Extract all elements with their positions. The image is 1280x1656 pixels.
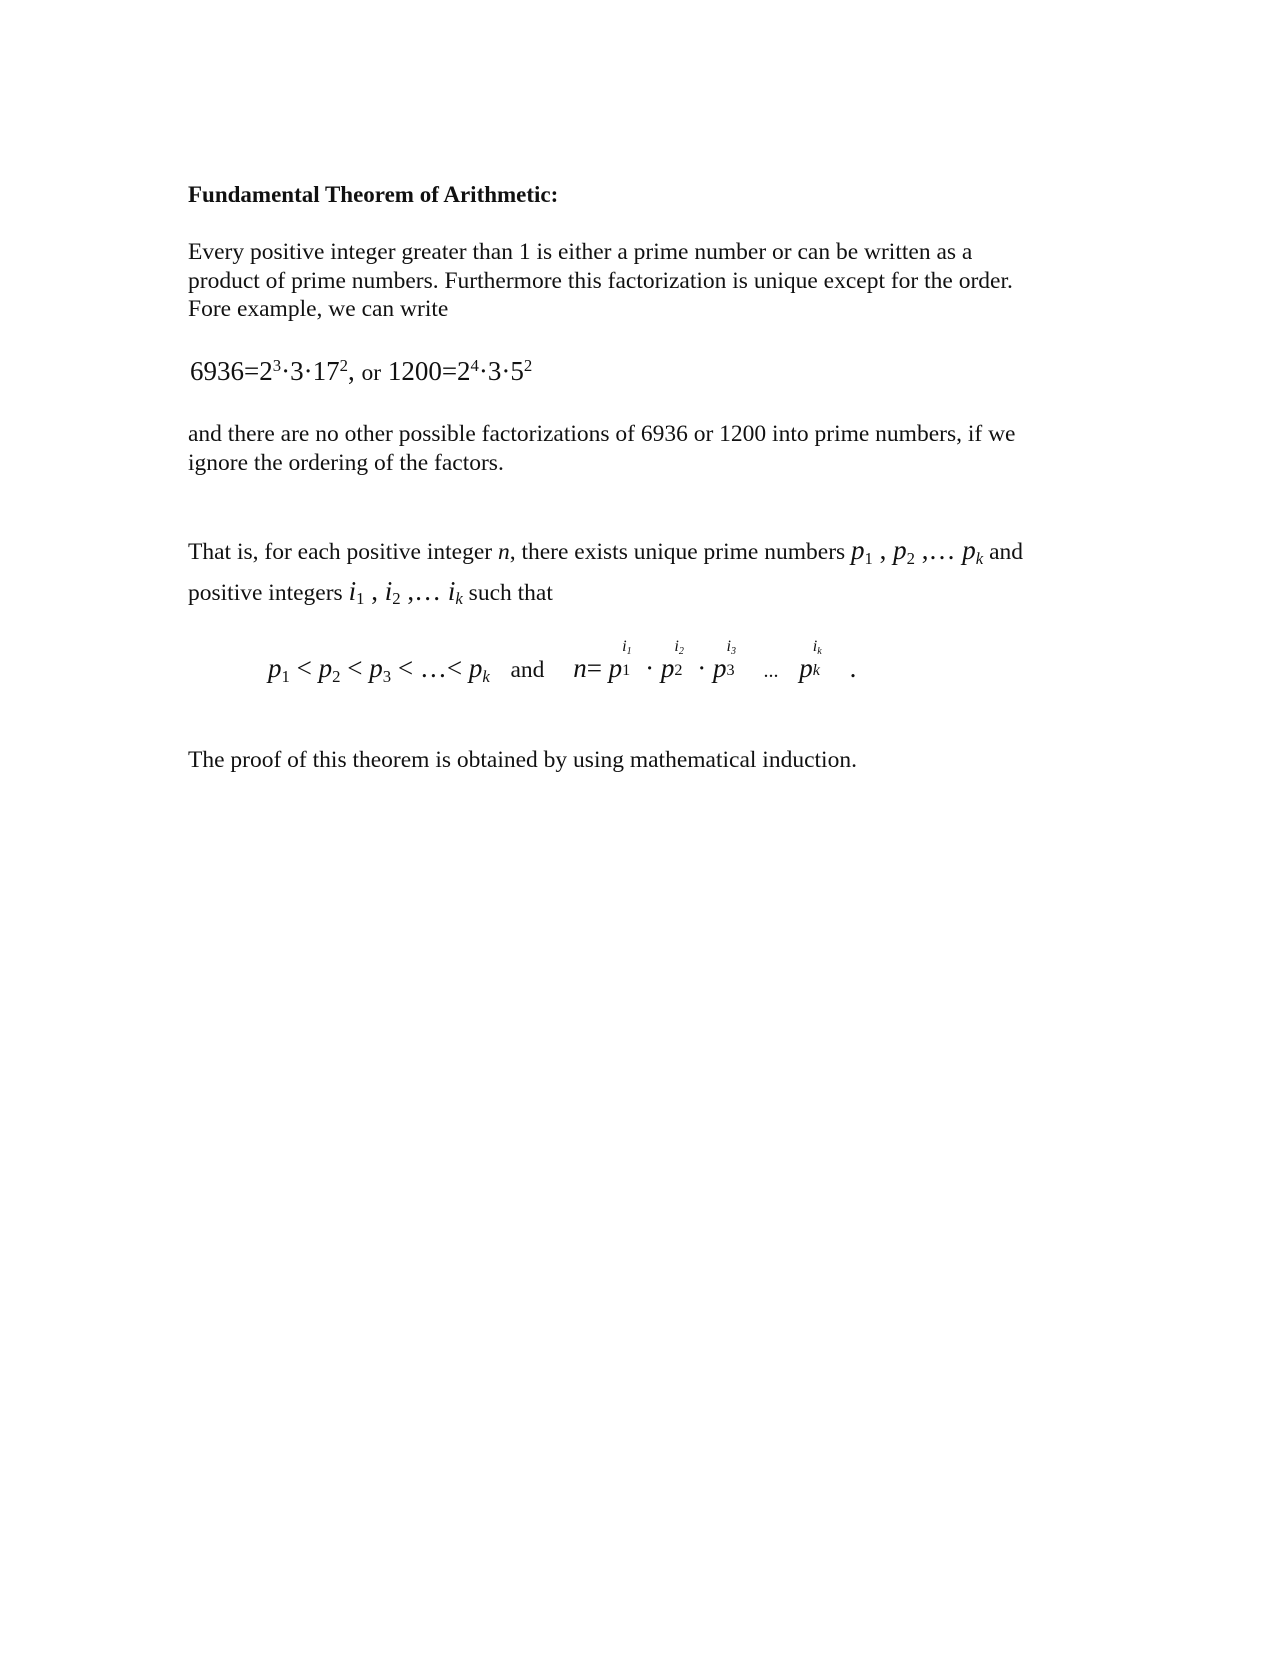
subscript-k: k (455, 589, 463, 609)
subscript-2: 2 (332, 666, 341, 686)
and-word: and (989, 539, 1024, 565)
factorization-equation (190, 354, 532, 390)
exponent-4: 4 (470, 355, 479, 375)
statement-text: such that (462, 579, 553, 606)
dot-operator: · (281, 356, 291, 386)
subscript-k: k (482, 666, 490, 686)
less-than: < (296, 653, 312, 683)
subscript-3: 3 (382, 666, 392, 686)
prime-p1: p (608, 653, 623, 683)
intro-line-3: Fore example, we can write (188, 296, 449, 322)
exponent-i: $i_k$ (812, 636, 822, 657)
ordering-product-equation (268, 636, 857, 688)
prime-pk: p (799, 653, 813, 683)
number-1200: 1200 (387, 356, 442, 386)
prime-pk: p (962, 535, 976, 565)
variable-n: n (497, 539, 510, 565)
proof-note-paragraph (188, 746, 1088, 775)
statement-paragraph (188, 536, 1088, 607)
exponent-i: $i_3$ (726, 636, 737, 657)
power-index-3 (726, 636, 743, 680)
less-than: < (397, 653, 414, 683)
factor-3: 3 (290, 356, 304, 386)
subscript-1: 1 (281, 666, 290, 686)
prime-p1: p (851, 535, 865, 565)
equals-sign: = (441, 356, 458, 386)
factor-3: 3 (487, 356, 502, 386)
subscript-2: 2 (674, 661, 683, 680)
exponent-2: 2 (339, 355, 348, 375)
dot-operator: · (645, 653, 655, 683)
factor-5: 5 (510, 356, 524, 386)
dot-operator: · (478, 356, 488, 386)
number-6936: 6936 (190, 356, 244, 386)
theorem-title: Fundamental Theorem of Arithmetic: (188, 182, 559, 207)
prime-p1: p (268, 653, 282, 683)
statement-text: positive integers (188, 579, 349, 606)
dot-operator: · (303, 356, 313, 386)
exponent-3: 3 (272, 355, 282, 375)
prime-p2: p (318, 653, 333, 683)
subscript-3: 3 (726, 661, 735, 680)
statement-line-1 (188, 536, 1088, 567)
power-index-1 (622, 636, 638, 680)
subscript-k: k (975, 548, 984, 568)
equals-sign: = (244, 356, 260, 386)
ellipsis: ... (763, 660, 779, 682)
or-word: or (361, 360, 382, 386)
exponent-i1: i (348, 575, 357, 606)
exponent-i: $i_2$ (674, 636, 684, 657)
subscript-1: 1 (864, 548, 873, 568)
intro-line-1: Every positive integer greater than 1 is either a prime number or can be written as a (188, 239, 973, 265)
dot-operator: · (697, 653, 707, 683)
variable-n: n (573, 653, 587, 683)
statement-text: That is, for each positive integer (188, 539, 498, 565)
exponent-i: $i_1$ (622, 636, 632, 657)
less-than: < (446, 653, 463, 683)
subscript-1: 1 (356, 589, 365, 609)
base-2: 2 (259, 356, 273, 386)
dot-operator: · (501, 356, 511, 386)
period: . (849, 653, 857, 683)
power-index-k (812, 636, 829, 680)
uniqueness-line-1: and there are no other possible factorizations of 6936 or 1200 into prime numbers, if we (188, 421, 1016, 447)
subscript-2: 2 (906, 548, 916, 568)
ellipsis: … (419, 653, 447, 683)
base-2: 2 (457, 356, 471, 386)
proof-note-line: The proof of this theorem is obtained by using mathematical induction. (188, 747, 857, 773)
intro-line-2: product of prime numbers. Furthermore this factorization is unique except for the order. (188, 267, 1013, 294)
separator: , (364, 575, 385, 606)
separator-dots: ,… (400, 575, 448, 606)
prime-p2: p (893, 535, 907, 565)
prime-pk: p (468, 653, 483, 683)
factor-17: 17 (312, 356, 340, 386)
less-than: < (347, 653, 363, 683)
prime-p2: p (660, 653, 675, 683)
power-index-2 (674, 636, 690, 680)
prime-p3: p (369, 653, 383, 683)
separator-dots: ,… (915, 535, 963, 565)
exponent-2: 2 (523, 355, 533, 375)
subscript-2: 2 (392, 589, 401, 609)
exponent-ik: i (447, 575, 456, 606)
prime-p3: p (713, 653, 727, 683)
intro-paragraph (188, 238, 1088, 324)
equals-sign: = (586, 653, 602, 683)
statement-text: , there exists unique prime numbers (509, 539, 852, 565)
subscript-1: 1 (622, 661, 631, 680)
and-word: and (510, 657, 545, 683)
comma: , (347, 356, 355, 386)
separator: , (872, 535, 894, 565)
subscript-k: k (812, 661, 820, 680)
statement-line-2 (188, 577, 1088, 608)
uniqueness-line-2: ignore the ordering of the factors. (188, 449, 504, 476)
exponent-i2: i (384, 575, 393, 606)
uniqueness-paragraph (188, 420, 1088, 477)
